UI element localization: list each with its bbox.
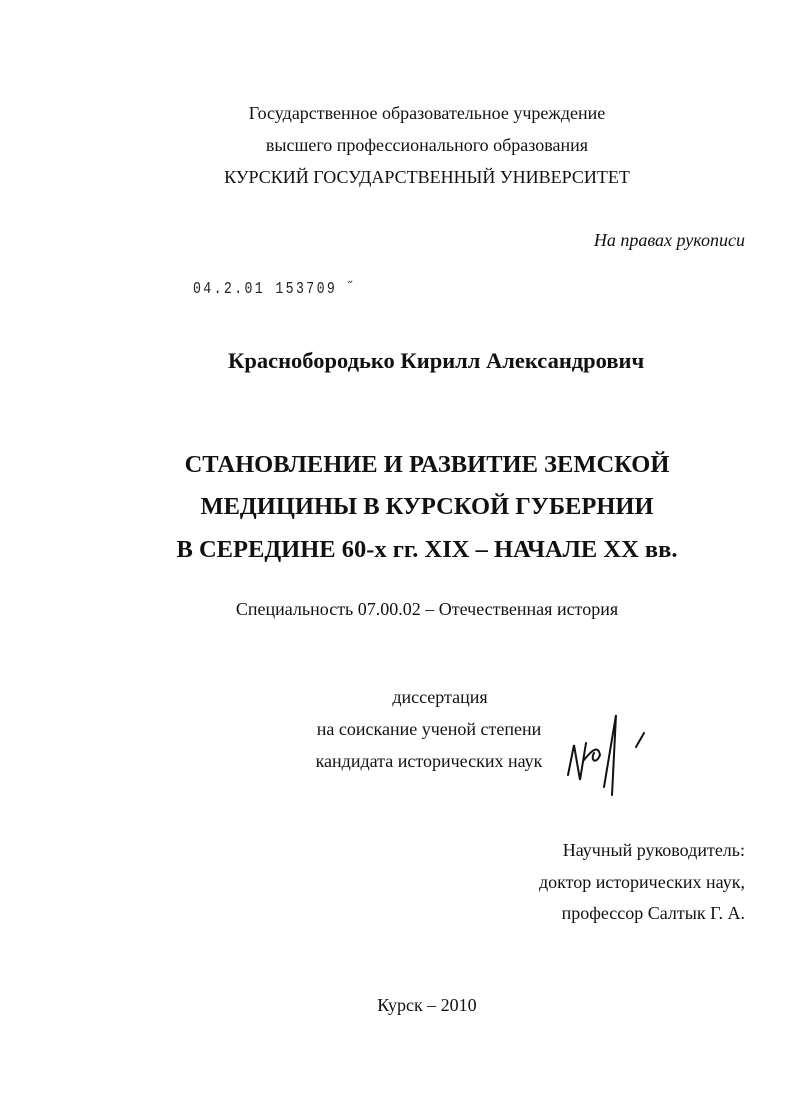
library-stamp-number: 04.2.01 153709 ˝ [193, 280, 358, 299]
supervisor-label: Научный руководитель: [562, 840, 745, 860]
author-name: Краснобородько Кирилл Александрович [228, 348, 645, 373]
city-year: Курск – 2010 [377, 995, 477, 1015]
institution-line-2: высшего профессионального образования [265, 135, 589, 155]
supervisor-name: профессор Салтык Г. А. [561, 903, 745, 923]
university-name: КУРСКИЙ ГОСУДАРСТВЕННЫЙ УНИВЕРСИТЕТ [224, 167, 630, 187]
title-line-2: МЕДИЦИНЫ В КУРСКОЙ ГУБЕРНИИ [200, 493, 654, 520]
title-line-1: СТАНОВЛЕНИЕ И РАЗВИТИЕ ЗЕМСКОЙ [184, 451, 670, 478]
rights-note: На правах рукописи [593, 230, 745, 250]
degree-line-2: на соискание ученой степени [316, 719, 542, 739]
supervisor-degree: доктор исторических наук, [539, 872, 745, 892]
degree-line-1: диссертация [392, 687, 488, 707]
title-line-3: В СЕРЕДИНЕ 60-х гг. XIX – НАЧАЛЕ XX вв. [176, 536, 678, 563]
institution-line-1: Государственное образовательное учреждение [248, 103, 606, 123]
specialty: Специальность 07.00.02 – Отечественная история [235, 599, 619, 619]
handwritten-signature [560, 705, 650, 800]
degree-line-3: кандидата исторических наук [315, 751, 543, 771]
